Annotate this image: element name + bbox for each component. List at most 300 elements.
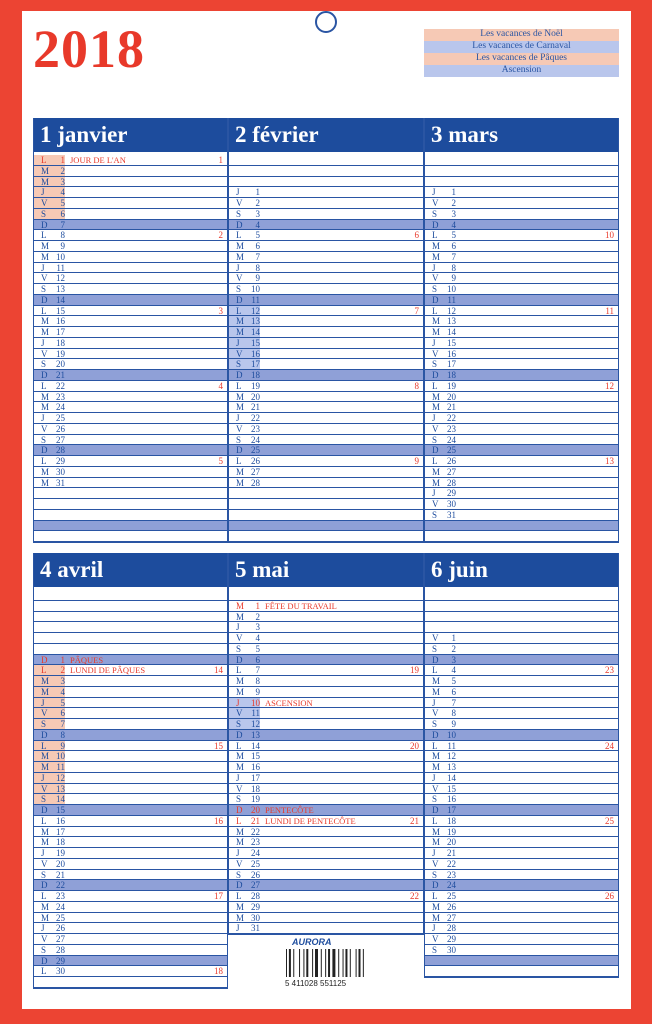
- day-row: [34, 230, 227, 241]
- day-row: [229, 241, 423, 252]
- day-number: 14: [56, 294, 65, 305]
- week-number: 23: [605, 665, 614, 676]
- day-row: [425, 719, 618, 730]
- day-row: [425, 359, 618, 370]
- day-row: [229, 263, 423, 274]
- day-row: [34, 848, 227, 859]
- weekday-letter: V: [432, 423, 439, 434]
- weekday-letter: S: [432, 284, 438, 294]
- day-row: [34, 263, 227, 274]
- day-row: [34, 284, 227, 295]
- weekday-letter: D: [236, 729, 243, 740]
- month-title: 1 janvier: [34, 118, 227, 152]
- day-number: 30: [56, 966, 65, 977]
- weekday-letter: M: [41, 912, 50, 923]
- weekday-letter: V: [236, 198, 243, 208]
- day-number: 23: [447, 869, 456, 880]
- day-row: [34, 923, 227, 934]
- day-row: [34, 306, 227, 317]
- day-row: [34, 209, 227, 220]
- blank-row: [425, 521, 618, 532]
- day-number: 15: [56, 305, 65, 316]
- day-row: [34, 252, 227, 263]
- day-number: 2: [451, 198, 456, 208]
- day-number: 30: [447, 499, 456, 509]
- weekday-letter: V: [41, 783, 48, 794]
- day-row: [34, 655, 227, 666]
- weekday-letter: V: [41, 934, 48, 944]
- weekday-letter: M: [432, 676, 441, 686]
- day-row: [229, 327, 423, 338]
- day-row: [425, 730, 618, 741]
- blank-row: [229, 166, 423, 177]
- day-row: [34, 880, 227, 891]
- day-row: [34, 913, 227, 924]
- day-row: [425, 880, 618, 891]
- day-number: 5: [255, 643, 260, 654]
- day-row: [425, 913, 618, 924]
- day-row: [229, 370, 423, 381]
- blank-row: [229, 531, 423, 542]
- weekday-letter: L: [432, 305, 438, 316]
- day-row: [34, 708, 227, 719]
- barcode-bar: [306, 949, 308, 977]
- day-number: 27: [56, 934, 65, 944]
- hanging-hole: [315, 11, 337, 33]
- blank-row: [229, 590, 423, 601]
- weekday-letter: M: [41, 676, 50, 686]
- week-number: 3: [218, 305, 223, 316]
- day-row: [34, 177, 227, 188]
- day-row: [229, 252, 423, 263]
- week-number: 20: [410, 740, 419, 751]
- day-row: [229, 837, 423, 848]
- weekday-letter: L: [41, 230, 47, 241]
- weekday-letter: J: [41, 262, 45, 273]
- day-row: [34, 741, 227, 752]
- weekday-letter: D: [432, 370, 439, 380]
- weekday-letter: V: [432, 198, 439, 208]
- day-number: 15: [56, 805, 65, 815]
- day-row: [34, 402, 227, 413]
- blank-row: [229, 177, 423, 188]
- weekday-letter: M: [236, 316, 245, 327]
- weekday-letter: M: [41, 762, 50, 772]
- holiday-label: JOUR DE L'AN: [70, 155, 126, 165]
- day-row: [34, 359, 227, 370]
- blank-row: [425, 622, 618, 633]
- day-number: 28: [447, 923, 456, 934]
- day-number: 6: [255, 654, 260, 665]
- day-number: 20: [56, 359, 65, 370]
- weekday-letter: L: [41, 380, 47, 391]
- blank-row: [425, 155, 618, 166]
- weekday-letter: M: [41, 316, 50, 327]
- weekday-letter: L: [432, 891, 438, 901]
- blank-row: [34, 531, 227, 542]
- weekday-letter: J: [41, 697, 45, 708]
- weekday-letter: V: [41, 708, 48, 719]
- day-number: 28: [251, 891, 260, 901]
- ean-number: 5 411028 551125: [285, 979, 347, 988]
- day-row: [229, 665, 423, 676]
- weekday-letter: J: [41, 187, 45, 198]
- day-number: 9: [451, 719, 456, 729]
- blank-row: [425, 166, 618, 177]
- day-row: [425, 644, 618, 655]
- weekday-letter: S: [236, 434, 242, 445]
- day-number: 13: [251, 729, 260, 740]
- day-number: 8: [451, 262, 456, 273]
- weekday-letter: L: [236, 891, 242, 901]
- weekday-letter: M: [236, 241, 245, 251]
- day-row: [425, 784, 618, 795]
- weekday-letter: M: [236, 251, 245, 262]
- day-number: 19: [447, 826, 456, 837]
- day-number: 14: [56, 794, 65, 805]
- day-row: [425, 499, 618, 510]
- day-number: 5: [60, 198, 65, 208]
- day-row: [229, 891, 423, 902]
- weekday-letter: M: [432, 466, 441, 477]
- weekday-letter: M: [432, 912, 441, 923]
- day-number: 22: [251, 826, 260, 837]
- weekday-letter: L: [236, 815, 242, 826]
- day-row: [34, 220, 227, 231]
- day-row: [229, 870, 423, 881]
- day-number: 1: [60, 155, 65, 165]
- day-number: 9: [255, 273, 260, 284]
- day-row: [229, 381, 423, 392]
- day-row: [34, 719, 227, 730]
- day-row: [229, 338, 423, 349]
- weekday-letter: M: [236, 391, 245, 402]
- weekday-letter: D: [432, 219, 439, 230]
- day-row: [34, 187, 227, 198]
- weekday-letter: V: [41, 348, 48, 359]
- week-number: 19: [410, 665, 419, 676]
- legend-item: Les vacances de Pâques: [424, 53, 619, 65]
- day-row: [425, 773, 618, 784]
- barcode-bar: [325, 949, 326, 977]
- day-number: 29: [56, 456, 65, 466]
- weekday-letter: J: [432, 187, 436, 198]
- weekday-letter: L: [236, 740, 242, 751]
- weekday-letter: M: [41, 165, 50, 176]
- day-row: [229, 478, 423, 489]
- weekday-letter: M: [432, 901, 441, 912]
- day-row: [425, 698, 618, 709]
- weekday-letter: V: [236, 423, 243, 434]
- day-row: [425, 633, 618, 644]
- day-number: 30: [447, 944, 456, 955]
- day-row: [229, 741, 423, 752]
- week-number: 26: [605, 891, 614, 901]
- weekday-letter: L: [432, 456, 438, 466]
- week-number: 17: [214, 891, 223, 901]
- weekday-letter: J: [236, 772, 240, 783]
- day-row: [34, 773, 227, 784]
- day-number: 4: [451, 665, 456, 676]
- day-number: 1: [451, 187, 456, 198]
- day-number: 18: [56, 337, 65, 348]
- weekday-letter: M: [41, 837, 50, 848]
- day-row: [34, 934, 227, 945]
- weekday-letter: J: [432, 697, 436, 708]
- weekday-letter: D: [41, 445, 48, 456]
- day-row: [425, 252, 618, 263]
- day-row: [425, 708, 618, 719]
- weekday-letter: J: [236, 848, 240, 858]
- week-number: 1: [218, 155, 223, 165]
- day-number: 5: [451, 230, 456, 241]
- day-number: 17: [447, 359, 456, 370]
- day-row: [34, 805, 227, 816]
- day-number: 24: [447, 434, 456, 445]
- day-row: [425, 295, 618, 306]
- day-number: 27: [251, 466, 260, 477]
- holiday-label: LUNDI DE PÂQUES: [70, 665, 146, 676]
- day-row: [425, 220, 618, 231]
- day-number: 10: [447, 284, 456, 294]
- weekday-letter: M: [236, 826, 245, 837]
- day-number: 20: [56, 858, 65, 869]
- day-row: [229, 923, 423, 934]
- weekday-letter: D: [432, 654, 439, 665]
- weekday-letter: V: [236, 783, 243, 794]
- day-row: [34, 687, 227, 698]
- day-row: [229, 827, 423, 838]
- day-row: [425, 327, 618, 338]
- weekday-letter: M: [236, 327, 245, 337]
- weekday-letter: J: [236, 622, 240, 633]
- blank-row: [34, 510, 227, 521]
- weekday-letter: M: [41, 241, 50, 251]
- day-number: 3: [451, 208, 456, 219]
- weekday-letter: L: [432, 665, 438, 676]
- legend-item: Ascension: [424, 65, 619, 77]
- weekday-letter: L: [236, 665, 242, 676]
- day-row: [425, 665, 618, 676]
- day-number: 20: [251, 391, 260, 402]
- day-number: 10: [251, 697, 260, 708]
- day-row: [425, 655, 618, 666]
- blank-row: [229, 521, 423, 532]
- day-number: 19: [251, 794, 260, 805]
- weekday-letter: M: [236, 466, 245, 477]
- day-number: 12: [447, 305, 456, 316]
- day-number: 1: [255, 187, 260, 198]
- weekday-letter: M: [41, 901, 50, 912]
- day-number: 20: [447, 391, 456, 402]
- barcode-bar: [289, 949, 291, 977]
- weekday-letter: L: [236, 230, 242, 241]
- day-row: [34, 698, 227, 709]
- weekday-letter: D: [41, 805, 48, 815]
- day-number: 29: [251, 901, 260, 912]
- day-row: [229, 784, 423, 795]
- day-row: [229, 392, 423, 403]
- weekday-letter: S: [236, 208, 242, 219]
- day-number: 13: [56, 284, 65, 294]
- day-number: 4: [451, 219, 456, 230]
- weekday-letter: S: [432, 643, 438, 654]
- weekday-letter: J: [236, 187, 240, 198]
- day-row: [229, 198, 423, 209]
- blank-row: [229, 488, 423, 499]
- weekday-letter: M: [432, 327, 441, 337]
- weekday-letter: M: [236, 477, 245, 488]
- day-row: [34, 349, 227, 360]
- day-number: 23: [251, 837, 260, 848]
- weekday-letter: S: [432, 509, 438, 520]
- day-row: [229, 445, 423, 456]
- day-row: [229, 601, 423, 612]
- day-number: 24: [56, 402, 65, 413]
- week-number: 14: [214, 665, 223, 676]
- brand-logo: AURORA: [292, 937, 332, 947]
- blank-row: [34, 521, 227, 532]
- day-number: 11: [447, 740, 456, 751]
- week-number: 16: [214, 815, 223, 826]
- day-number: 8: [60, 230, 65, 241]
- weekday-letter: M: [41, 251, 50, 262]
- weekday-letter: L: [41, 456, 47, 466]
- day-row: [425, 676, 618, 687]
- blank-row: [34, 601, 227, 612]
- weekday-letter: S: [41, 944, 47, 955]
- day-row: [425, 762, 618, 773]
- weekday-letter: M: [236, 901, 245, 912]
- day-row: [229, 424, 423, 435]
- day-row: [34, 370, 227, 381]
- day-row: [229, 612, 423, 623]
- day-number: 25: [251, 858, 260, 869]
- weekday-letter: V: [236, 633, 243, 643]
- weekday-letter: S: [432, 869, 438, 880]
- barcode-bar: [299, 949, 300, 977]
- holiday-label: PÂQUES: [70, 654, 104, 665]
- weekday-letter: M: [41, 402, 50, 413]
- day-row: [425, 230, 618, 241]
- weekday-letter: S: [236, 719, 242, 729]
- weekday-letter: D: [41, 370, 48, 380]
- weekday-letter: M: [432, 751, 441, 762]
- day-number: 16: [251, 762, 260, 772]
- day-row: [425, 273, 618, 284]
- weekday-letter: L: [432, 740, 438, 751]
- day-row: [34, 381, 227, 392]
- day-number: 5: [451, 676, 456, 686]
- day-row: [229, 633, 423, 644]
- weekday-letter: D: [41, 294, 48, 305]
- weekday-letter: M: [41, 176, 50, 187]
- day-number: 11: [251, 294, 260, 305]
- weekday-letter: J: [236, 262, 240, 273]
- day-row: [229, 794, 423, 805]
- day-row: [425, 945, 618, 956]
- day-number: 13: [447, 316, 456, 327]
- weekday-letter: J: [236, 337, 240, 348]
- day-number: 18: [251, 783, 260, 794]
- day-number: 31: [251, 923, 260, 934]
- weekday-letter: V: [432, 348, 439, 359]
- day-row: [425, 827, 618, 838]
- day-row: [425, 902, 618, 913]
- day-number: 11: [56, 762, 65, 772]
- weekday-letter: M: [236, 762, 245, 772]
- day-row: [34, 327, 227, 338]
- day-row: [425, 241, 618, 252]
- day-number: 9: [255, 686, 260, 697]
- day-row: [229, 902, 423, 913]
- month-6: [424, 553, 619, 978]
- weekday-letter: V: [41, 273, 48, 284]
- weekday-letter: J: [41, 923, 45, 934]
- day-row: [34, 445, 227, 456]
- day-row: [425, 837, 618, 848]
- weekday-letter: L: [41, 740, 47, 751]
- day-number: 21: [251, 815, 260, 826]
- day-number: 16: [447, 348, 456, 359]
- day-row: [34, 902, 227, 913]
- day-row: [425, 794, 618, 805]
- day-row: [34, 456, 227, 467]
- day-row: [34, 859, 227, 870]
- day-row: [425, 284, 618, 295]
- week-number: 6: [414, 230, 419, 241]
- week-number: 5: [218, 456, 223, 466]
- day-number: 28: [251, 477, 260, 488]
- week-number: 2: [218, 230, 223, 241]
- day-row: [425, 263, 618, 274]
- weekday-letter: M: [432, 686, 441, 697]
- weekday-letter: M: [432, 477, 441, 488]
- day-number: 21: [56, 869, 65, 880]
- barcode-bar: [312, 949, 313, 977]
- day-number: 15: [447, 783, 456, 794]
- weekday-letter: V: [236, 273, 243, 284]
- day-number: 1: [255, 600, 260, 611]
- day-row: [34, 966, 227, 977]
- day-number: 24: [56, 901, 65, 912]
- day-number: 19: [251, 380, 260, 391]
- day-row: [34, 424, 227, 435]
- blank-row: [34, 633, 227, 644]
- day-number: 31: [56, 477, 65, 488]
- weekday-letter: D: [41, 219, 48, 230]
- day-number: 8: [255, 676, 260, 686]
- weekday-letter: M: [236, 686, 245, 697]
- day-row: [425, 456, 618, 467]
- blank-row: [425, 531, 618, 542]
- weekday-letter: L: [41, 665, 47, 676]
- day-row: [425, 349, 618, 360]
- barcode-bar: [286, 949, 287, 977]
- month-2: [228, 118, 424, 543]
- day-row: [34, 273, 227, 284]
- weekday-letter: L: [41, 891, 47, 901]
- weekday-letter: J: [432, 772, 436, 783]
- day-row: [229, 306, 423, 317]
- calendar-year: 2018: [33, 19, 145, 79]
- day-row: [425, 816, 618, 827]
- day-number: 24: [251, 848, 260, 858]
- weekday-letter: V: [432, 858, 439, 869]
- week-number: 7: [414, 305, 419, 316]
- barcode-bar: [343, 949, 344, 977]
- day-row: [425, 424, 618, 435]
